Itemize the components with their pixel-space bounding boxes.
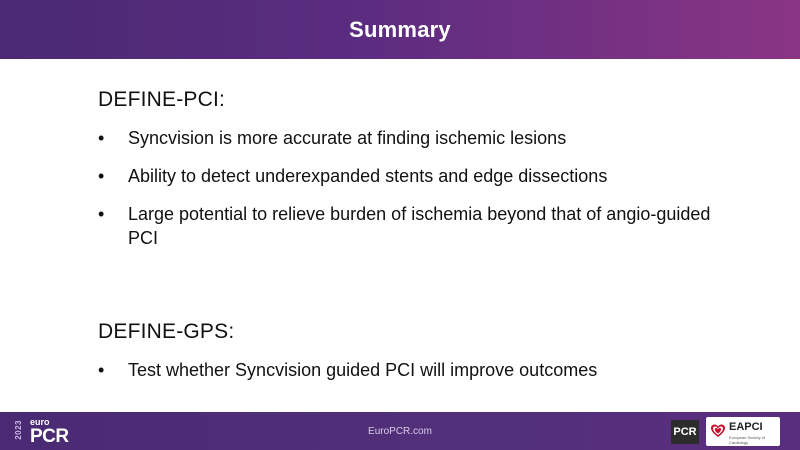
eapci-subtitle: European Society of Cardiology xyxy=(729,435,766,445)
bullet-text: Test whether Syncvision guided PCI will improve outcomes xyxy=(128,360,598,380)
logo-pcr: PCR xyxy=(30,426,69,447)
bullet-text: Ability to detect underexpanded stents and edge dissections xyxy=(128,166,608,186)
title-bar xyxy=(0,0,800,59)
section-define-pci xyxy=(98,88,738,264)
bullet-icon: • xyxy=(98,166,105,186)
list-item xyxy=(98,202,738,250)
bullet-list xyxy=(98,126,738,250)
bullet-icon: • xyxy=(98,128,105,148)
list-item xyxy=(98,126,738,150)
footer-url: EuroPCR.com xyxy=(368,426,432,437)
logo-year: 2023 xyxy=(14,420,23,440)
section-define-gps xyxy=(98,320,738,396)
eapci-logo xyxy=(706,417,780,446)
list-item xyxy=(98,358,738,382)
slide-title: Summary xyxy=(349,16,451,42)
list-item xyxy=(98,164,738,188)
bullet-icon: • xyxy=(98,204,105,224)
heart-icon xyxy=(710,423,726,439)
logo-euro: euro xyxy=(30,417,50,427)
section-title: DEFINE-PCI: xyxy=(98,88,226,111)
bullet-list xyxy=(98,358,738,382)
eapci-label: EAPCI xyxy=(729,421,763,433)
section-title: DEFINE-GPS: xyxy=(98,320,235,343)
pcr-badge-logo: PCR xyxy=(671,420,699,444)
bullet-text: Large potential to relieve burden of ischemia beyond that of angio-guided PCI xyxy=(128,204,711,248)
bullet-icon: • xyxy=(98,360,105,380)
bullet-text: Syncvision is more accurate at finding ischemic lesions xyxy=(128,128,567,148)
